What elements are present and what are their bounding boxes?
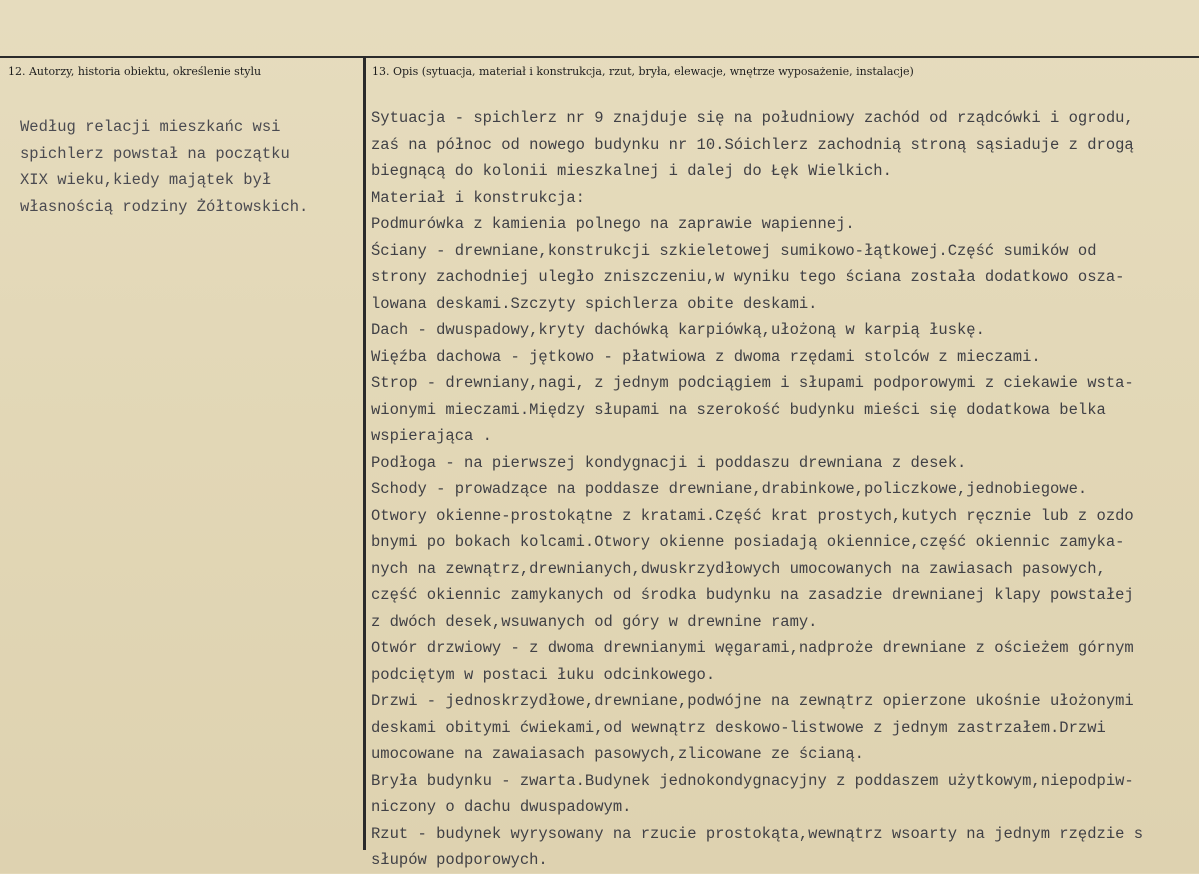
description-line: podciętym w postaci łuku odcinkowego. [371, 665, 716, 684]
description-line: Schody - prowadzące na poddasze drewniane,drabinkowe,policzkowe,jednobiegowe. [371, 480, 1088, 498]
history-line: XIX wieku,kiedy majątek był [20, 171, 272, 189]
history-line: Według relacji mieszkańc wsi [20, 118, 281, 136]
description-line: Dach - dwuspadowy,kryty dachówką karpiówką,ułożoną w karpią łuskę. [371, 321, 985, 339]
description-line: wspierająca . [371, 427, 492, 445]
description-line: Otwory okienne-prostokątne z kratami.Część krat prostych,kutych ręcznie lub z ozdo [371, 506, 1134, 525]
description-line: bnymi po bokach kolcami.Otwory okienne posiadają okiennice,część okiennic zamyka- [371, 533, 1125, 551]
description-line: lowana deskami.Szczyty spichlerza obite deskami. [371, 294, 818, 313]
description-line: umocowane na zawaiasach pasowych,zlicowane ze ścianą. [371, 745, 864, 763]
heading-authors-history: 12. Autorzy, historia obiektu, określenie stylu [8, 65, 262, 78]
heading-description: 13. Opis (sytuacja, materiał i konstrukcja, rzut, bryła, elewacje, wnętrze wyposażenie, instalacje) [372, 65, 914, 78]
history-line: spichlerz powstał na początku [20, 144, 290, 163]
description-line: z dwóch desek,wsuwanych od góry w drewnine ramy. [371, 612, 818, 631]
description-line: wionymi mieczami.Między słupami na szerokość budynku mieści się dodatkowa belka [371, 400, 1106, 419]
description-line: Podmurówka z kamienia polnego na zaprawie wapiennej. [371, 215, 855, 233]
history-text [20, 114, 350, 220]
description-line: słupów podporowych. [371, 851, 548, 869]
description-line: zaś na północ od nowego budynku nr 10.Sóichlerz zachodnią stroną sąsiaduje z drogą [371, 135, 1134, 154]
history-line: własnością rodziny Żółtowskich. [20, 197, 309, 216]
description-line: Bryła budynku - zwarta.Budynek jednokondygnacyjny z poddaszem użytkowym,niepodpiw- [371, 771, 1134, 790]
description-line: Strop - drewniany,nagi, z jednym podciągiem i słupami podporowymi z ciekawie wsta- [371, 374, 1134, 392]
description-line: deskami obitymi ćwiekami,od wewnątrz deskowo-listwowe z jednym zastrzałem.Drzwi [371, 718, 1106, 737]
description-text [371, 105, 1196, 874]
description-line: część okiennic zamykanych od środka budynku na zasadzie drewnianej klapy powstałej [371, 586, 1134, 604]
description-line: Więźba dachowa - jętkowo - płatwiowa z dwoma rzędami stolców z mieczami. [371, 347, 1041, 366]
description-line: Materiał i konstrukcja: [371, 188, 585, 207]
description-line: biegnącą do kolonii mieszkalnej i dalej do Łęk Wielkich. [371, 162, 892, 180]
description-line: Ściany - drewniane,konstrukcji szkieletowej sumikowo-łątkowej.Część sumików od [371, 241, 1097, 260]
description-line: Podłoga - na pierwszej kondygnacji i poddaszu drewniana z desek. [371, 453, 967, 472]
top-rule [0, 56, 1199, 58]
description-line: strony zachodniej uległo zniszczeniu,w wyniku tego ściana została dodatkowo osza- [371, 268, 1125, 286]
description-line: Drzwi - jednoskrzydłowe,drewniane,podwójne na zewnątrz opierzone ukośnie ułożonymi [371, 692, 1134, 710]
description-line: niczony o dachu dwuspadowym. [371, 798, 632, 816]
description-line: nych na zewnątrz,drewnianych,dwuskrzydłowych umocowanych na zawiasach pasowych, [371, 559, 1106, 578]
description-line: Sytuacja - spichlerz nr 9 znajduje się na południowy zachód od rządcówki i ogrodu, [371, 109, 1134, 127]
column-divider [363, 56, 366, 850]
description-line: Rzut - budynek wyrysowany na rzucie prostokąta,wewnątrz wsoarty na jednym rzędzie s [371, 824, 1144, 843]
description-line: Otwór drzwiowy - z dwoma drewnianymi węgarami,nadproże drewniane z ościeżem górnym [371, 639, 1134, 657]
